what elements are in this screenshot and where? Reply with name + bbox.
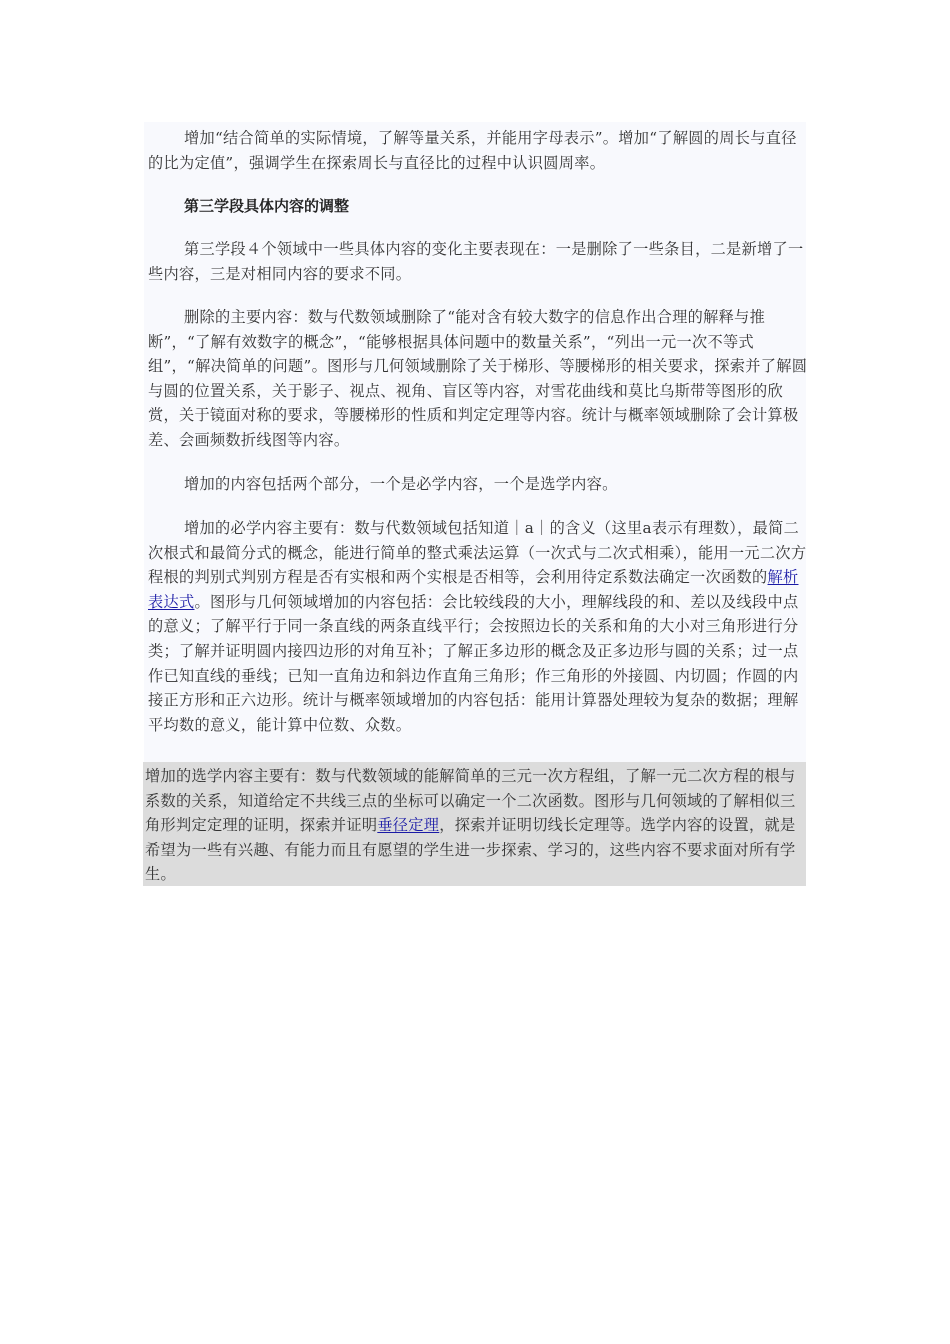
text-segment: ，探索并证明切线长定理等。选学内容的设置，就是希望为一些有兴趣、有能力而且有愿望的学生进一步探索、学习的，这些内容不要求面对所有学生。 [145,816,796,884]
link-perpendicular-diameter-theorem[interactable]: 垂径定理 [377,816,440,835]
paragraph-overview: 第三学段４个领域中一些具体内容的变化主要表现在：一是删除了一些条目，二是新增了一些内容，三是对相同内容的要求不同。 [148,240,804,283]
text-segment: 增加的选学内容主要有：数与代数领域的能解简单的三元一次方程组，了解一元二次方程的根与系数的关系，知道给定不共线三点的坐标可以确定一个二次函数。图形与几何领域的了解相似三角形判定定理的证明，探索并证明 [145,767,796,835]
paragraph-optional-content [145,764,805,887]
text-segment: 。图形与几何领域增加的内容包括：会比较线段的大小，理解线段的和、差以及线段中点的意义；了解平行于同一条直线的两条直线平行；会按照边长的关系和角的大小对三角形进行分类；了解并证明圆内接四边形的对角互补；了解正多边形的概念及正多边形与圆的关系；过一点作已知直线的垂线；已知一直角边和斜边作直角三角形；作三角形的外接圆、内切圆；作圆的内接正方形和正六边形。统计与概率领域增加的内容包括：能用计算器处理较为复杂的数据；理解平均数的意义，能计算中位数、众数。 [148,592,799,734]
text-segment: 增加的必学内容主要有：数与代数领域包括知道｜a｜的含义（这里a表示有理数），最简二次根式和最简分式的概念，能进行简单的整式乘法运算（一次式与二次式相乘），能用一元二次方程根的判别式判别方程是否有实根和两个实根是否相等，会利用待定系数法确定一次函数的 [148,519,807,587]
paragraph-intro: 增加“结合简单的实际情境，了解等量关系，并能用字母表示”。增加“了解圆的周长与直径的比为定值”，强调学生在探索周长与直径比的过程中认识圆周率。 [148,129,797,172]
link-analytic-expression[interactable]: 解析表达式 [148,568,799,611]
paragraph-required-content [148,516,808,737]
section-heading: 第三学段具体内容的调整 [184,197,350,215]
paragraph-added-summary: 增加的内容包括两个部分，一个是必学内容，一个是选学内容。 [184,475,618,493]
paragraph-deleted-content: 删除的主要内容：数与代数领域删除了“能对含有较大数字的信息作出合理的解释与推断”，“了解有效数字的概念”，“能够根据具体问题中的数量关系”，“列出一元一次不等式组”，“解决简单的问题”。图形与几何领域删除了关于梯形、等腰梯形的相关要求，探索并了解圆与圆的位置关系，关于影子、视点、视角、盲区等内容，对雪花曲线和莫比乌斯带等图形的欣赏，关于镜面对称的要求，等腰梯形的性质和判定定理等内容。统计与概率领域删除了会计算极差、会画频数折线图等内容。 [148,308,808,449]
